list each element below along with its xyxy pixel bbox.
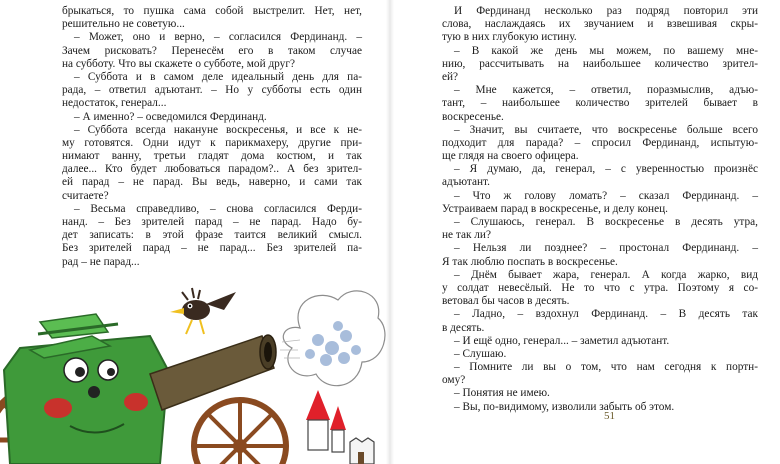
text-line: – Что ж голову ломать? – сказал Фердинанд. – <box>454 189 758 202</box>
text-line: – Вы, по-видимому, изволили забыть об этом. <box>454 400 675 413</box>
text-line: Устраиваем парад в воскресенье, и делу конец. <box>442 202 668 215</box>
text-line: – И ещё одно, генерал... – заметил адъютант. <box>454 334 670 347</box>
text-line: подходит для парада? – спросил Фердинанд, испытую- <box>442 136 758 149</box>
cannon-illustration-icon <box>0 270 388 464</box>
text-line: далее... Кто будет любоваться парадом?.. А без зрител- <box>62 163 362 176</box>
text-line: – Суббота и в самом деле идеальный день для па- <box>74 70 362 83</box>
text-line: на субботу. Что вы скажете о субботе, мой друг? <box>62 57 295 70</box>
text-line: рада, – ответил адъютант. – Но у субботы есть один <box>62 84 362 97</box>
text-line: нимают ванну, третьи гладят дома костюм, и так <box>62 150 362 163</box>
left-page <box>0 0 388 464</box>
text-line: тую в них глубокую истину. <box>442 31 577 44</box>
text-line: адъютант. <box>442 176 490 189</box>
text-line: – Днём бывает жара, генерал. А когда жарко, вид <box>454 268 758 281</box>
bird-icon <box>170 288 236 334</box>
right-page-text <box>442 5 758 414</box>
smoke-cloud <box>280 291 385 386</box>
text-line: Я так люблю поспать в воскресенье. <box>442 255 618 268</box>
text-line: нию, рассчитывать на наибольшее количество зрител- <box>442 57 758 70</box>
text-line: у солдат невесёлый. Не то что с утра. Поэтому я со- <box>442 281 758 294</box>
cannon-body <box>4 314 168 464</box>
text-line: – Слушаюсь, генерал. В воскресенье в десять утра, <box>454 216 758 228</box>
text-line: брыкаться, то пушка сама собой выстрелит. Нет, нет, <box>62 5 362 17</box>
text-line: ей? <box>442 70 459 83</box>
text-line: И Фердинанд несколько раз подряд повторил эти <box>454 5 758 17</box>
text-line: недостаток, генерал... <box>62 97 167 110</box>
text-line: нанд. – Без зрителей парад – не парад. Надо бу- <box>62 216 362 228</box>
text-line: рад – не парад... <box>62 255 140 268</box>
text-line: считаете? <box>62 189 109 202</box>
wheel-right <box>194 400 286 464</box>
text-line: – Мне кажется, – ответил, поразмыслив, адъю- <box>454 84 758 97</box>
right-page <box>392 0 780 464</box>
text-line: в десять. <box>442 321 485 334</box>
text-line: ому? <box>442 374 466 387</box>
text-line: – Значит, вы считаете, что воскресенье больше всего <box>454 123 758 136</box>
text-line: – Ладно, – вздохнул Фердинанд. – В десять так <box>454 308 758 321</box>
text-line: ветовал бы часов в десять. <box>442 295 570 308</box>
page-number: 51 <box>604 410 615 422</box>
text-line: – А именно? – осведомился Фердинанд. <box>74 110 267 123</box>
text-line: – Весьма справедливо, – снова согласился Ферди- <box>74 202 362 215</box>
text-line: – Слушаю. <box>454 347 507 360</box>
text-line: – Я думаю, да, генерал, – с уверенностью произнёс <box>454 163 758 176</box>
text-line: – Понятия не имею. <box>454 387 550 400</box>
text-line: – Может, оно и верно, – согласился Фердинанд. – <box>74 31 362 44</box>
text-line: – Нельзя ли позднее? – простонал Фердинанд. – <box>454 242 758 255</box>
text-line: ей парад – не парад. Вы ведь, наверно, и сами так <box>62 176 362 189</box>
text-line: Зачем рисковать? Перенесём его в таком случае <box>62 44 362 57</box>
left-page-text <box>62 5 362 269</box>
castle-icon <box>306 390 374 464</box>
text-line: тант, – наибольшее количество зрителей бывает в <box>442 97 758 110</box>
cannon-barrel <box>150 335 276 410</box>
text-line: дет записать: в этой фразе таится великий смысл. <box>62 229 362 242</box>
text-line: Без зрителей парад – не парад... Без зрителей па- <box>62 242 362 255</box>
text-line: – В какой же день мы можем, по вашему мне- <box>454 44 758 57</box>
text-line: му готовятся. Одни идут к парикмахеру, другие при- <box>62 136 362 149</box>
text-line: ще глядя на своего офицера. <box>442 150 579 163</box>
text-line: воскресенье. <box>442 110 504 123</box>
text-line: не так ли? <box>442 229 491 242</box>
text-line: решительно не советую... <box>62 18 185 31</box>
text-line: – Помните ли вы о том, что нам сегодня к портн- <box>454 361 758 374</box>
text-line: слова, наслаждаясь их звучанием и взвешивая скры- <box>442 18 758 31</box>
text-line: – Суббота всегда накануне воскресенья, и все к не- <box>74 123 362 136</box>
